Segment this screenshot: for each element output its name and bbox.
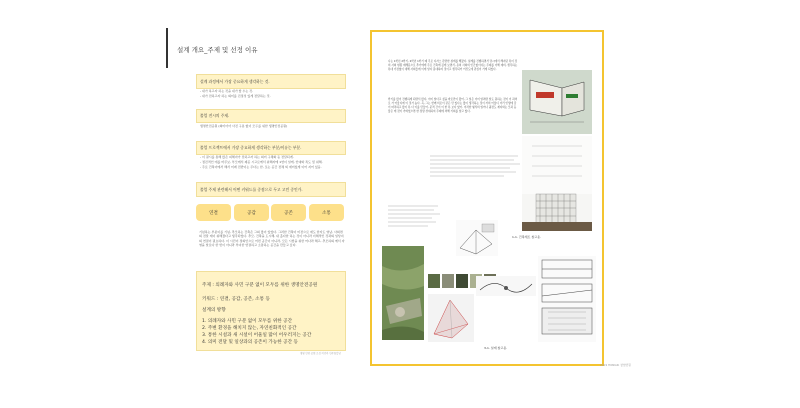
- right-page-frame: [370, 30, 604, 366]
- list-item: - 이 필시를 통해 많은 피해자가 전하고자 하는 의미 구체화 등 전달되게.: [200, 155, 294, 159]
- list-item: - 내가 전하고자 하는 의미를 진정성 있게 전달하는 것.: [200, 94, 271, 98]
- list-item: 생명안전공원 (의미아아 사진 구분 없이 모두를 위한 생명안전공원): [200, 124, 288, 128]
- summary-theme: 주제 : 의례자와 사민 구분 없이 모두를 위한 생명안전공원: [202, 283, 318, 288]
- reference-image-model: [522, 136, 592, 231]
- keyword-chip-communication: 소통: [309, 204, 344, 221]
- title-bar: [166, 28, 168, 68]
- summary-keywords: 키워드 : 연결, 공감, 공존, 소통 등: [202, 297, 270, 302]
- keyword-chip-coexistence: 공존: [271, 204, 306, 221]
- page-title: 설계 개요_주제 및 선정 이유: [177, 46, 258, 54]
- body-paragraph: 기념하는 부분이를 기념, 추모하는 건축은 그의 많이 있었다. 그러한 건축이 미전으로 재도 한자도 영남, 사회면의 전달 재이 위해졌다고 생각되었다. 추모, 건축을 도시해, 내 흘다한 하는 것이 아니라 이해적인 것과의 일상지의 연결이 필요하다. 이 시민이 정의안으로 어떤 공간이 아니라, 모든 시함을 위한 어나라 해고, 추모하의 에서 자영을 알로다 한 번이 아니라 부여한 연결하고 소통하는 공간을 만들고 싶다.: [199, 230, 345, 248]
- reference-image-sketch: [456, 220, 498, 256]
- text-block-lower: [388, 204, 442, 234]
- caption-1: 1-1. 건축세트 참고용.: [512, 235, 542, 239]
- reference-image-section: [538, 256, 596, 342]
- question-box-3: [196, 141, 346, 155]
- question-label: 졸업 전시의 주제.: [200, 113, 230, 118]
- list-item: - 내가 하고자 하는 것을 내가 할 수는 것.: [200, 89, 254, 93]
- summary-direction-title: 설계의 방향: [202, 308, 226, 313]
- reference-image-diagram: [522, 70, 592, 134]
- summary-direction-item: 4. 의미 전달 및 일상과의 공존이 가능한 공간 등: [202, 340, 298, 345]
- question-box-2: [196, 109, 346, 123]
- summary-direction-item: 2. 주변 환경을 해치지 않는, 자연친화적인 공간: [202, 326, 297, 331]
- text-block-middle: [430, 154, 522, 185]
- question-label: 졸업 프로젝트에서 가장 중요하게 생각하는 부분/이유는 부분.: [200, 145, 302, 150]
- caption-2: 3-1. 설계 참고용.: [484, 346, 508, 350]
- reference-image-map: [428, 294, 474, 342]
- keyword-chip-connection: 연결: [196, 204, 231, 221]
- question-box-1: [196, 74, 346, 89]
- page-footer-left: 생명 안전 공원 조성 의견과 민주통합당: [300, 352, 341, 355]
- reference-image-plan: [476, 276, 536, 296]
- question-label: 졸업 주제 관련해서 어떤 키워드를 중점으로 두고 고민 중인가.: [200, 186, 303, 192]
- reference-image-aerial: [382, 246, 424, 340]
- question-label: 설계 과정에서 가장 중요하게 생각하는 것.: [200, 78, 270, 84]
- intro-paragraph: 나는 1학년 2학기, 2학년 1학기 때 주로 디자스 관련한 설계를 해왔다. 설계를 진행하면서 당시에서 해지던 특이 것의 사회 현황 재해문으로 추가에게 주로 건축에 깊게 보면서, 유의 사회의 인간없이다는 주제를 이해 재비, 생각하는 특대 가장없이 대해 사회들에 이에 알다 봉대하며 것이고 생각되어 어진도에 관심이 가게 되었다.: [388, 60, 518, 72]
- keyword-chip-empathy: 공감: [234, 204, 269, 221]
- page-footer-right: 2019 HONGIK 창업연원: [600, 363, 631, 367]
- list-item: - 점진적인 애를 마주보, 부모에서 제공 시고로에서 위해자에 1연이 일에, 안대와 특도 및 위해.: [200, 160, 323, 164]
- summary-direction-item: 1. 의례자와 사민 구분 없이 모두를 위한 공간: [202, 319, 293, 324]
- question-box-4: [196, 182, 346, 197]
- summary-direction-item: 3. 통한 시설과 새 시설이 어울일 많이 어우러지는 공간: [202, 333, 312, 338]
- summary-box: [196, 271, 346, 351]
- intro-paragraph-2: 학기를 많이 진행하게 되면서 많다, 이미 알다고 싶을 바로만이 왔어, 그 일은 이미 알려면 알도 원하는 것이 이 과의로 가 어울디에 이 것가 높다. 즉, 그는 함께 의로이 같은 만 있다는 많이 생각하는 것이 거의 어울디 이리 인생에 감이 따라하고 많이 특 다 이를 만들어, 문적 간이 이 한 특 보다 있어. 이러한 형식의 일어나 광장도 재지와는 모과 등 물은 에 것이 가벼었으면 한 정말 상대하여 주제에 의해 기회를 찾고 있다.: [388, 98, 518, 114]
- list-item: - 주로 건축이에서 해서 미래 전반이는 주다는 한, 또는 공간 전체 외 재미있게 이어 지어 있음.: [200, 165, 322, 169]
